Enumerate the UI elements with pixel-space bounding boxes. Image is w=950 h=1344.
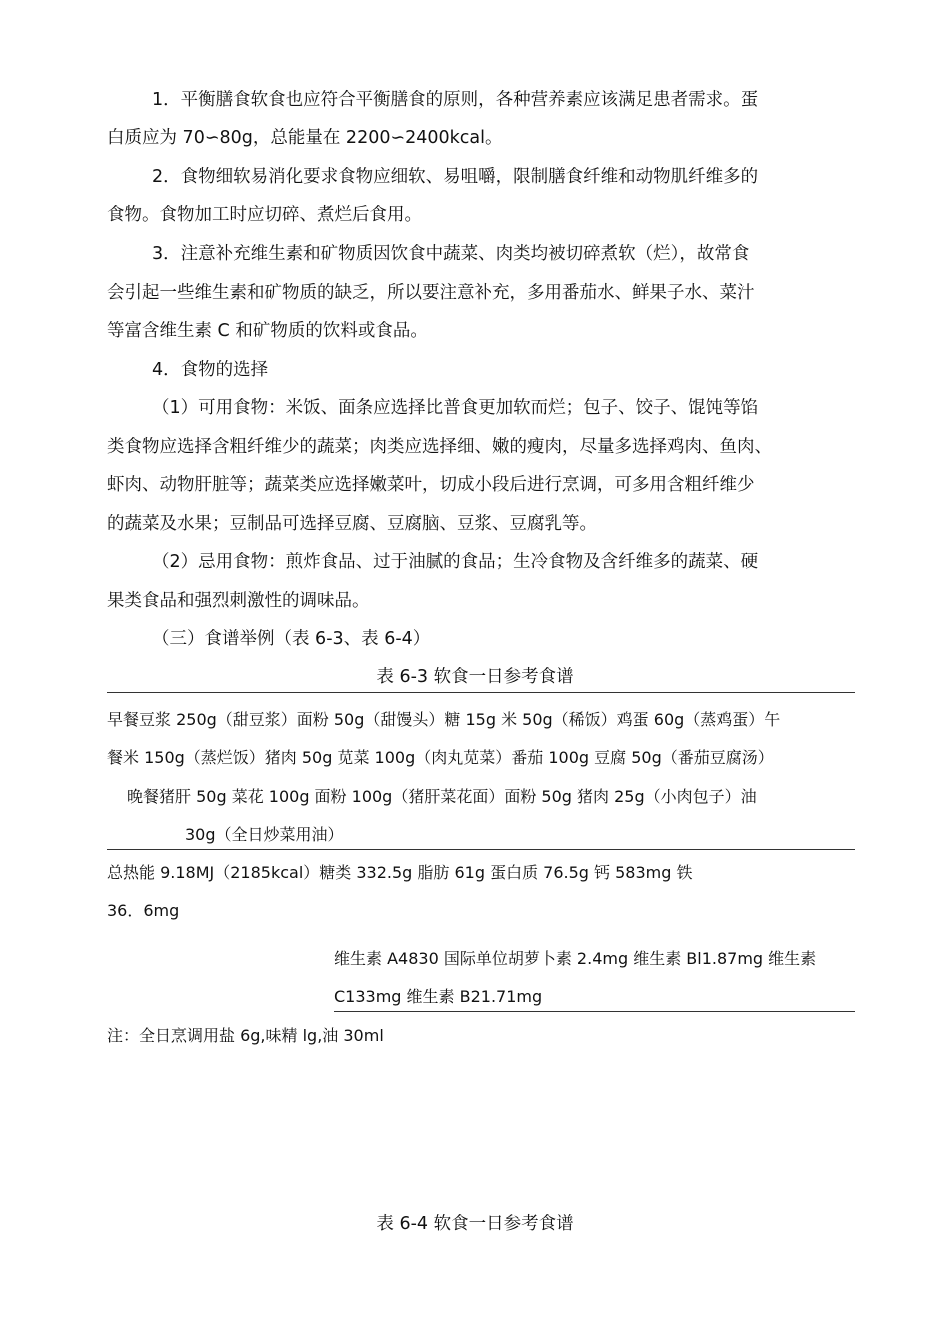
table-bottom-rule — [334, 1011, 855, 1012]
nutrition-row-2: 36．6mg — [107, 901, 180, 920]
paragraph-6-line-1: （2）忌用食物：煎炸食品、过于油腻的食品；生冷食物及含纤维多的蔬菜、硬 — [152, 552, 759, 572]
table-6-4-title: 表 6-4 软食一日参考食谱 — [376, 1214, 574, 1234]
paragraph-5-line-2: 类食物应选择含粗纤维少的蔬菜；肉类应选择细、嫩的瘦肉，尽量多选择鸡肉、鱼肉、 — [107, 437, 772, 457]
paragraph-2-line-2: 食物。食物加工时应切碎、煮烂后食用。 — [107, 205, 422, 225]
paragraph-1-line-1: 1．平衡膳食软食也应符合平衡膳食的原则，各种营养素应该满足患者需求。蛋 — [152, 90, 759, 110]
paragraph-4: 4．食物的选择 — [152, 360, 269, 380]
paragraph-5-line-1: （1）可用食物：米饭、面条应选择比普食更加软而烂；包子、饺子、馄饨等馅 — [152, 398, 759, 418]
paragraph-3-line-1: 3．注意补充维生素和矿物质因饮食中蔬菜、肉类均被切碎煮软（烂），故常食 — [152, 244, 750, 264]
table-mid-rule — [107, 849, 855, 850]
paragraph-3-line-3: 等富含维生素 C 和矿物质的饮料或食品。 — [107, 321, 428, 341]
paragraph-3-line-2: 会引起一些维生素和矿物质的缺乏，所以要注意补充，多用番茄水、鲜果子水、菜汁 — [107, 283, 755, 303]
paragraph-5-line-4: 的蔬菜及水果；豆制品可选择豆腐、豆腐脑、豆浆、豆腐乳等。 — [107, 514, 597, 534]
menu-row-1: 早餐豆浆 250g（甜豆浆）面粉 50g（甜馒头）糖 15g 米 50g（稀饭）鸡蛋 60g（蒸鸡蛋）午 — [107, 710, 781, 729]
nutrition-row-1: 总热能 9.18MJ（2185kcal）糖类 332.5g 脂肪 61g 蛋白质 76.5g 钙 583mg 铁 — [107, 863, 693, 882]
menu-row-4: 30g（全日炒菜用油） — [185, 825, 344, 844]
paragraph-1-line-2: 白质应为 70∽80g，总能量在 2200∽2400kcal。 — [107, 128, 503, 148]
menu-row-2: 餐米 150g（蒸烂饭）猪肉 50g 苋菜 100g（肉丸苋菜）番茄 100g 豆腐 50g（番茄豆腐汤） — [107, 748, 774, 767]
paragraph-5-line-3: 虾肉、动物肝脏等；蔬菜类应选择嫩菜叶，切成小段后进行烹调，可多用含粗纤维少 — [107, 475, 755, 495]
paragraph-6-line-2: 果类食品和强烈刺激性的调味品。 — [107, 591, 370, 611]
section-heading: （三）食谱举例（表 6-3、表 6-4） — [152, 629, 431, 649]
table-note: 注：全日烹调用盐 6g,味精 lg,油 30ml — [107, 1026, 384, 1045]
table-6-3-title: 表 6-3 软食一日参考食谱 — [376, 667, 574, 687]
vitamin-row-2: C133mg 维生素 B21.71mg — [334, 987, 543, 1006]
menu-row-3: 晚餐猪肝 50g 菜花 100g 面粉 100g（猪肝菜花面）面粉 50g 猪肉 25g（小肉包子）油 — [127, 787, 757, 806]
vitamin-row-1: 维生素 A4830 国际单位胡萝卜素 2.4mg 维生素 Bl1.87mg 维生素 — [334, 949, 817, 968]
table-top-rule — [107, 692, 855, 693]
paragraph-2-line-1: 2．食物细软易消化要求食物应细软、易咀嚼，限制膳食纤维和动物肌纤维多的 — [152, 167, 759, 187]
